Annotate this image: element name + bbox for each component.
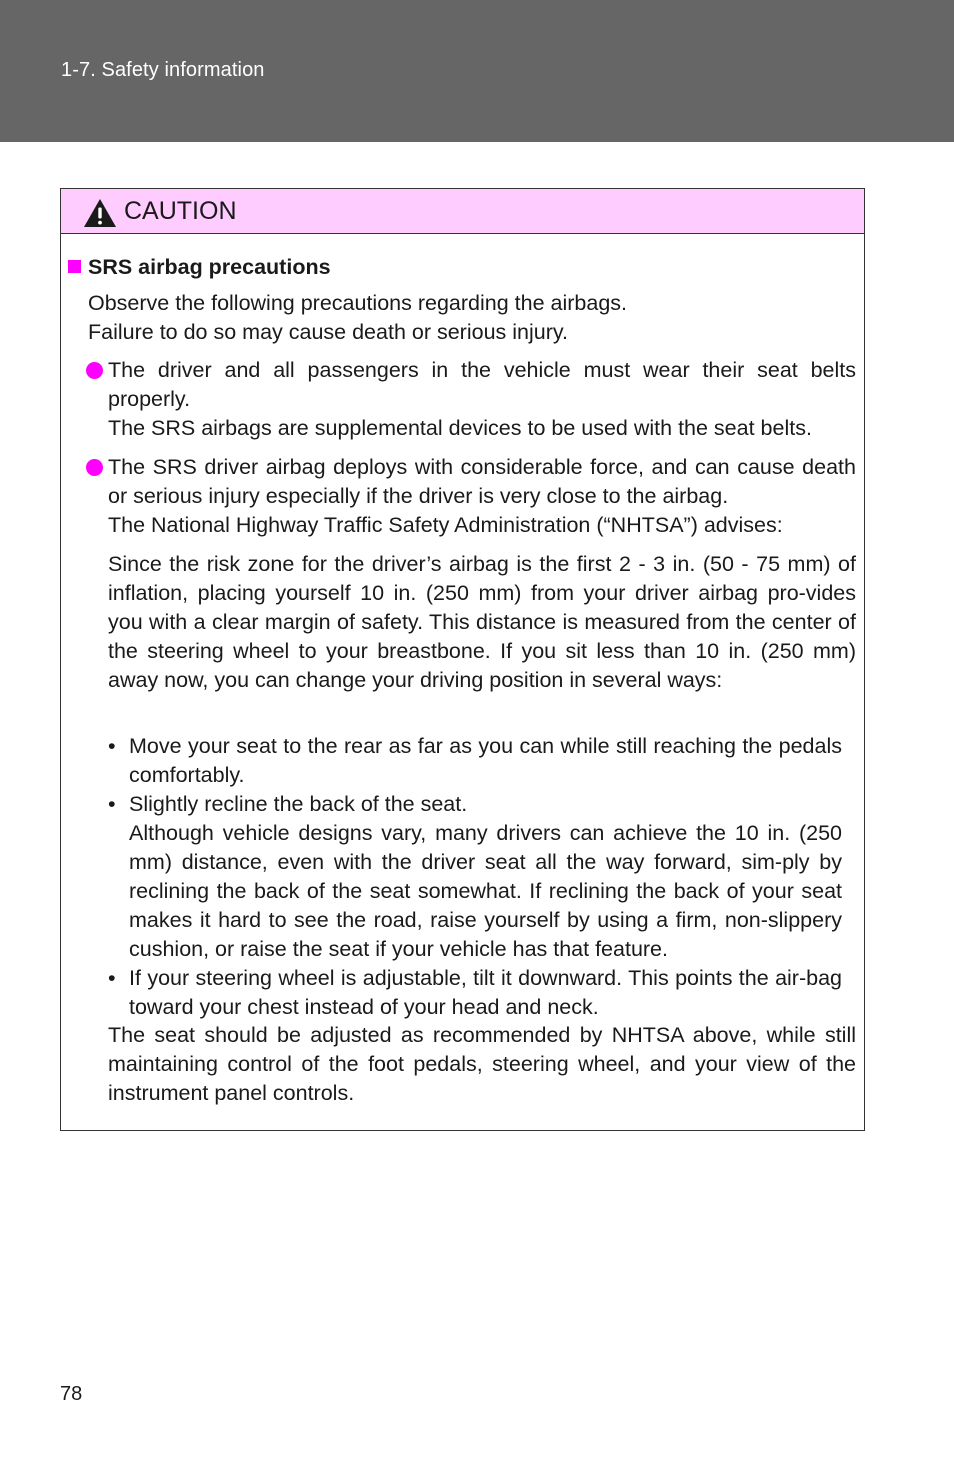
intro-text — [88, 289, 848, 347]
list-item-subtext: Although vehicle designs vary, many drivers can achieve the 10 in. (250 mm) distance, even with the driver seat all the way forward, sim-ply by reclining the back of the seat somewhat. If reclining the back of your seat makes it hard to see the road, raise yourself by using a firm, non-slippery cushion, or raise the seat if your vehicle has that feature. — [129, 821, 842, 961]
list-bullet: • — [108, 792, 116, 816]
bullet-point-subtext: The SRS airbags are supplemental devices to be used with the seat belts. — [108, 416, 812, 440]
bullet-point — [108, 356, 856, 443]
intro-line: Observe the following precautions regarding the airbags. — [88, 291, 628, 315]
caution-header — [61, 189, 864, 234]
tips-list — [108, 732, 842, 1022]
bullet-point-text: The SRS driver airbag deploys with considerable force, and can cause death or serious injury especially if the driver is very close to the airbag. — [108, 455, 856, 508]
list-item-text: Move your seat to the rear as far as you can while still reaching the pedals comfortably. — [129, 734, 842, 787]
section-label: 1-7. Safety information — [61, 59, 265, 81]
bullet-point — [108, 453, 856, 540]
square-bullet-icon — [68, 260, 81, 273]
bullet-point-subtext: The National Highway Traffic Safety Administration (“NHTSA”) advises: — [108, 513, 783, 537]
section-heading — [68, 255, 331, 280]
round-bullet-icon — [86, 362, 103, 379]
nhtsa-quote: Since the risk zone for the driver’s airbag is the first 2 - 3 in. (50 - 75 mm) of inflation, placing yourself 10 in. (250 mm) from your driver airbag pro-vides you with a clear margin of safety. This distance is measured from the center of the steering wheel to your breastbone. If you sit less than 10 in. (250 mm) away now, you can change your driving position in several ways: — [108, 552, 856, 692]
list-bullet: • — [108, 734, 116, 758]
round-bullet-icon — [86, 459, 103, 476]
list-item — [108, 964, 842, 1022]
warning-triangle-icon — [83, 198, 117, 228]
closing-paragraph: The seat should be adjusted as recommended by NHTSA above, while still maintaining control of the foot pedals, steering wheel, and your view of the instrument panel controls. — [108, 1023, 856, 1105]
header-band — [0, 0, 954, 142]
caution-box — [60, 188, 865, 1131]
intro-line: Failure to do so may cause death or serious injury. — [88, 320, 569, 344]
list-item-text: If your steering wheel is adjustable, tilt it downward. This points the air-bag toward your chest instead of your head and neck. — [129, 966, 842, 1019]
list-item — [108, 790, 842, 964]
page-number: 78 — [60, 1383, 83, 1405]
list-item — [108, 732, 842, 790]
list-bullet: • — [108, 966, 116, 990]
caution-title: CAUTION — [124, 197, 237, 225]
bullet-point-text: The driver and all passengers in the vehicle must wear their seat belts properly. — [108, 358, 856, 411]
section-heading-text: SRS airbag precautions — [88, 255, 331, 279]
list-item-text: Slightly recline the back of the seat. — [129, 792, 468, 816]
